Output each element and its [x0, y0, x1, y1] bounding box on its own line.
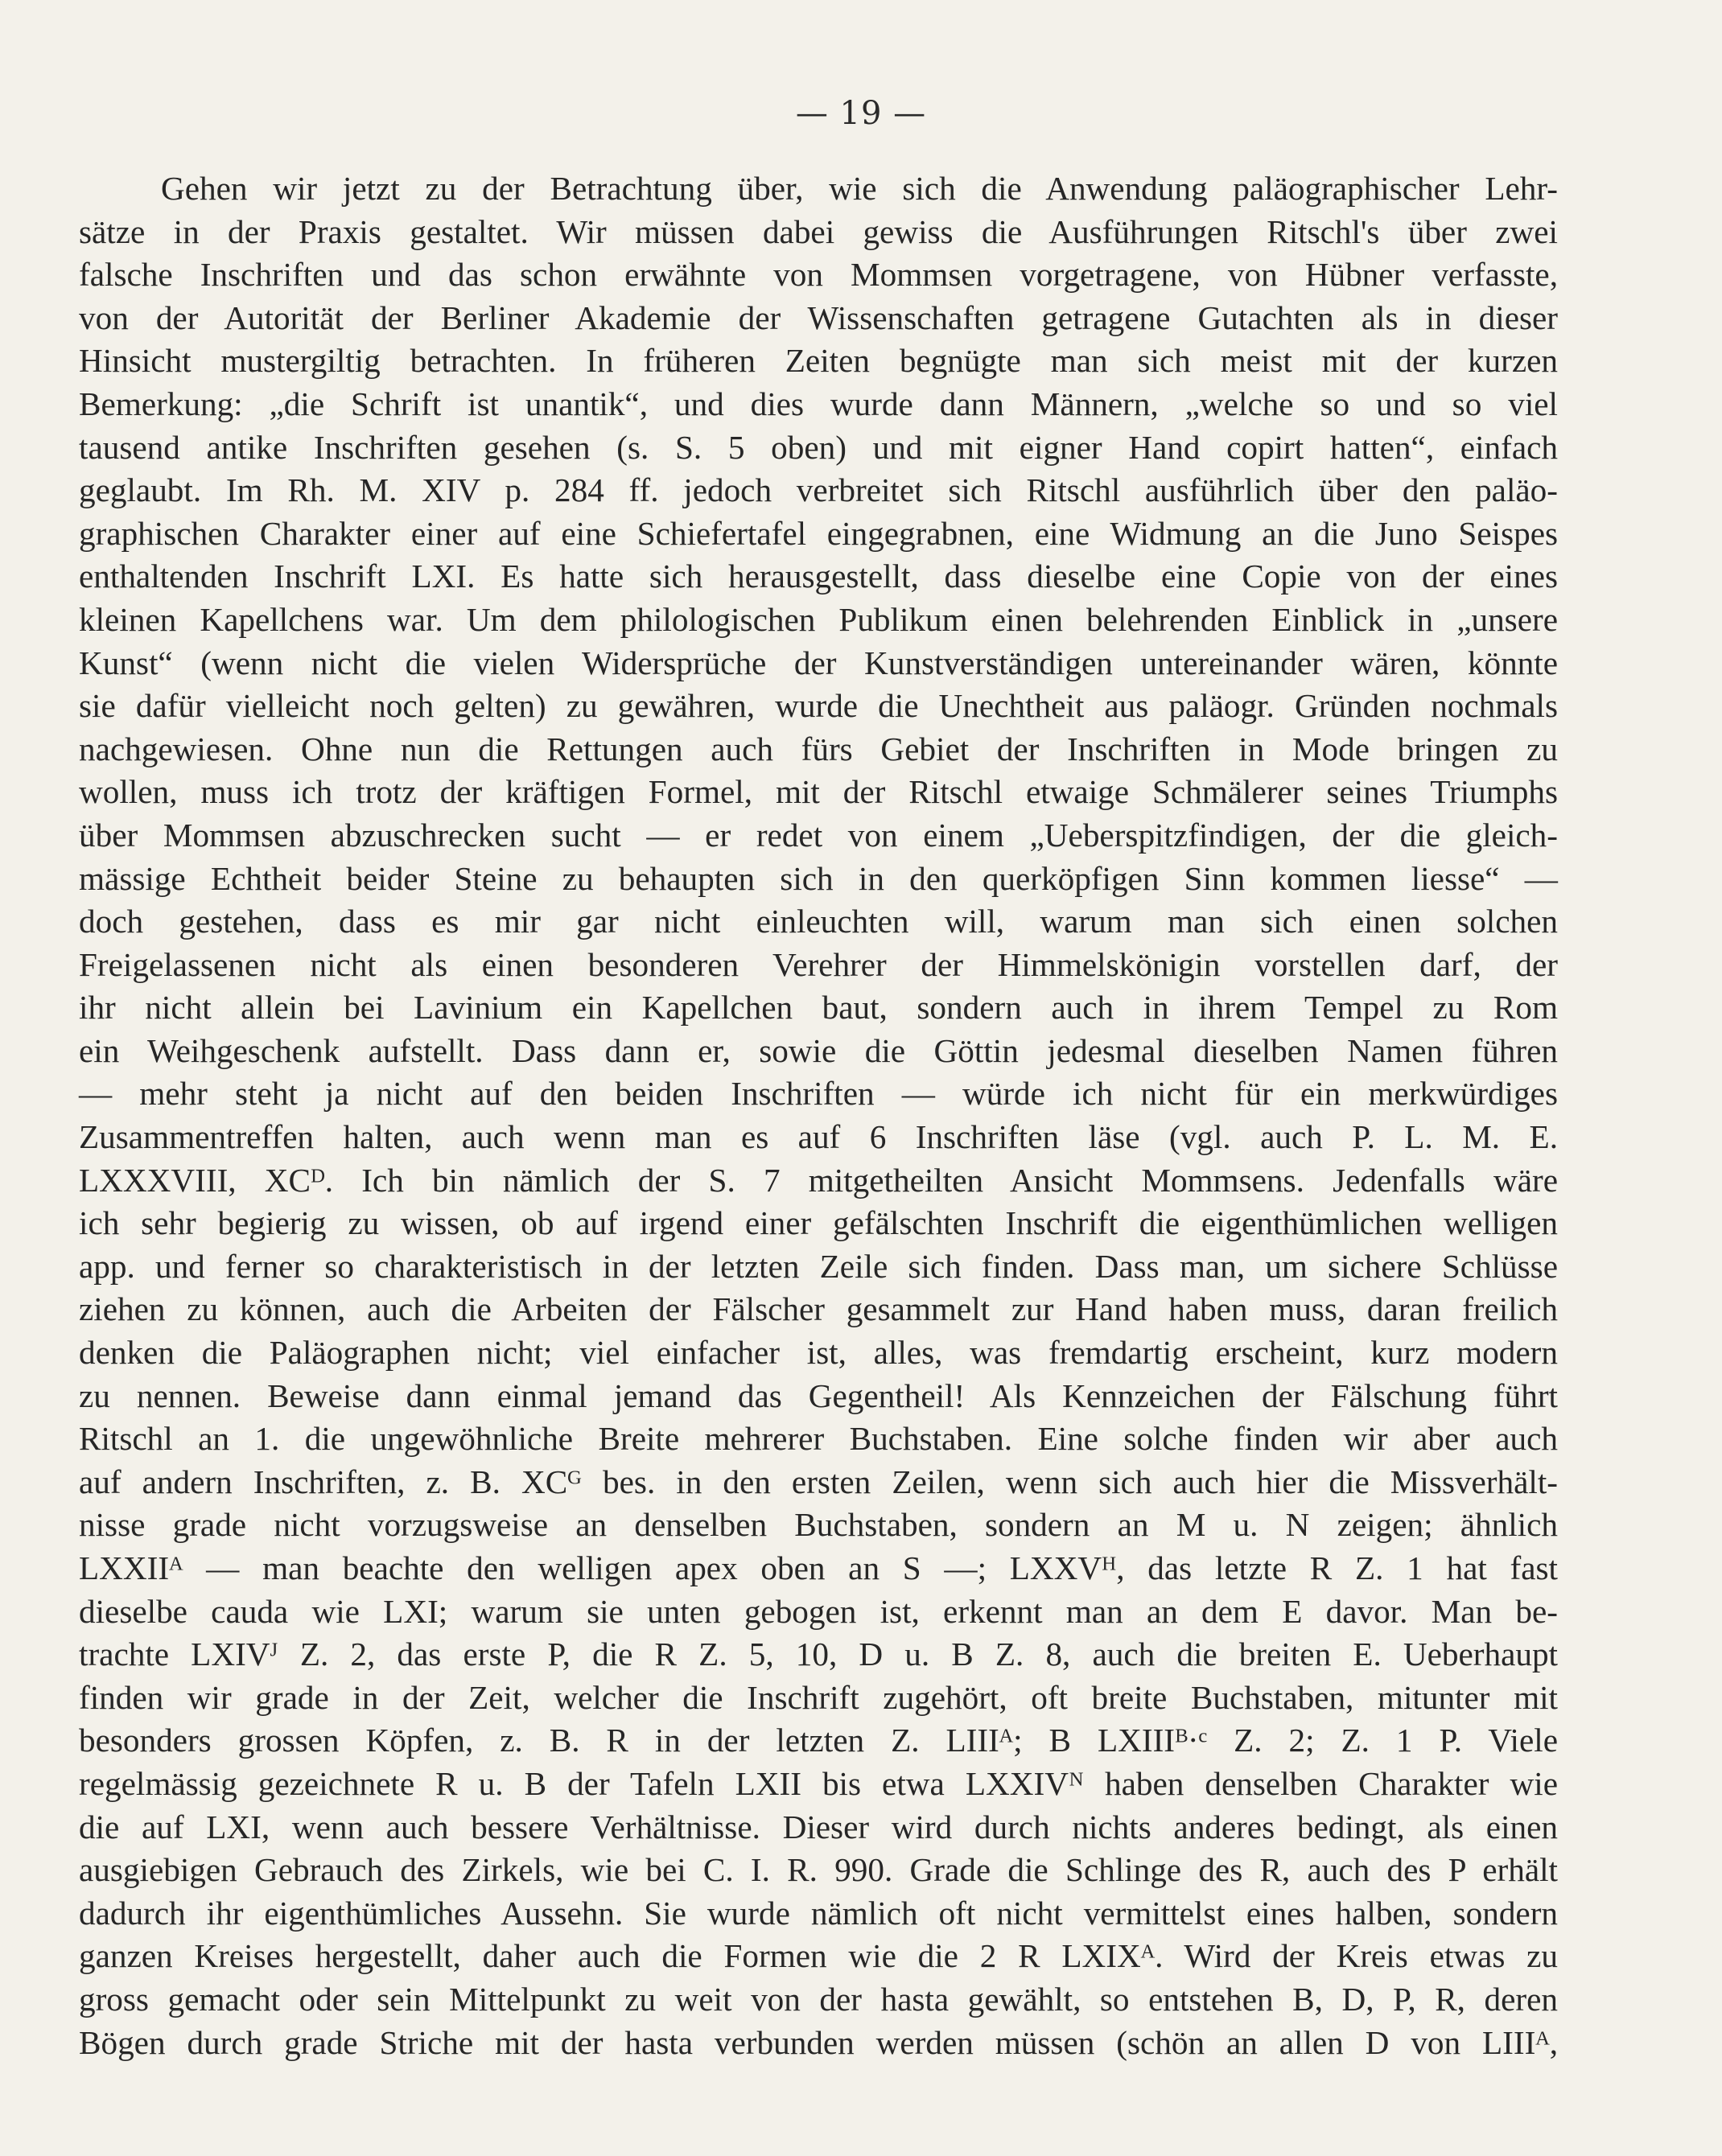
text-line: die auf LXI, wenn auch bessere Verhältnisse. Dieser wird durch nichts anderes bedingt, als einen — [79, 1808, 1558, 1845]
text-line: dieselbe cauda wie LXI; warum sie unten gebogen ist, erkennt man an dem E davor. Man be- — [79, 1592, 1558, 1630]
text-line: wollen, muss ich trotz der kräftigen Formel, mit der Ritschl etwaige Schmälerer seines Triumphs — [79, 773, 1558, 811]
text-line: ihr nicht allein bei Lavinium ein Kapellchen baut, sondern auch in ihrem Tempel zu Rom — [79, 989, 1558, 1027]
text-line: ziehen zu können, auch die Arbeiten der Fälscher gesammelt zur Hand haben muss, daran freilich — [79, 1290, 1558, 1328]
text-line: nachgewiesen. Ohne nun die Rettungen auch fürs Gebiet der Inschriften in Mode bringen zu — [79, 730, 1558, 767]
text-line: ausgiebigen Gebrauch des Zirkels, wie bei C. I. R. 990. Grade die Schlinge des R, auch des P erhält — [79, 1851, 1558, 1889]
text-line: finden wir grade in der Zeit, welcher die Inschrift zugehört, oft breite Buchstaben, mitunter mit — [79, 1678, 1558, 1716]
text-line: falsche Inschriften und das schon erwähnte von Mommsen vorgetragene, von Hübner verfasste, — [79, 256, 1558, 294]
text-line: besonders grossen Köpfen, z. B. R in der letzten Z. LIIIᴬ; B LXIIIᴮ·ᶜ Z. 2; Z. 1 P. Viele — [79, 1722, 1558, 1759]
text-line: Bemerkung: „die Schrift ist unantik“, und dies wurde dann Männern, „welche so und so viel — [79, 385, 1558, 422]
text-line: Zusammentreffen halten, auch wenn man es auf 6 Inschriften läse (vgl. auch P. L. M. E. — [79, 1118, 1558, 1156]
text-line: denken die Paläographen nicht; viel einfacher ist, alles, was fremdartig erscheint, kurz modern — [79, 1334, 1558, 1372]
text-line: Ritschl an 1. die ungewöhnliche Breite mehrerer Buchstaben. Eine solche finden wir aber auch — [79, 1420, 1558, 1458]
page-number: — 19 — — [795, 95, 927, 132]
text-line: zu nennen. Beweise dann einmal jemand das Gegentheil! Als Kennzeichen der Fälschung führt — [79, 1376, 1558, 1414]
text-line: tausend antike Inschriften gesehen (s. S. 5 oben) und mit eigner Hand copirt hatten“, einfach — [79, 428, 1558, 466]
text-line: enthaltenden Inschrift LXI. Es hatte sich herausgestellt, dass dieselbe eine Copie von der eines — [79, 558, 1558, 595]
text-line: über Mommsen abzuschrecken sucht — er redet von einem „Ueberspitzfindigen, der die gleich- — [79, 816, 1558, 854]
text-line: Kunst“ (wenn nicht die vielen Widersprüche der Kunstverständigen untereinander wären, könnte — [79, 644, 1558, 681]
text-line: LXXXVIII, XCᴰ. Ich bin nämlich der S. 7 mitgetheilten Ansicht Mommsens. Jedenfalls wäre — [79, 1161, 1558, 1199]
text-line: doch gestehen, dass es mir gar nicht einleuchten will, warum man sich einen solchen — [79, 903, 1558, 940]
body-text — [79, 167, 1558, 2064]
text-line: Gehen wir jetzt zu der Betrachtung über, wie sich die Anwendung paläographischer Lehr- — [161, 170, 1558, 207]
text-line: sätze in der Praxis gestaltet. Wir müssen dabei gewiss die Ausführungen Ritschl's über zwei — [79, 212, 1558, 250]
text-line: Bögen durch grade Striche mit der hasta verbunden werden müssen (schön an allen D von LIIIᴬ, — [79, 2023, 1558, 2061]
text-line: ich sehr begierig zu wissen, ob auf irgend einer gefälschten Inschrift die eigenthümlichen welligen — [79, 1204, 1558, 1242]
text-line: Hinsicht mustergiltig betrachten. In früheren Zeiten begnügte man sich meist mit der kurzen — [79, 342, 1558, 380]
text-line: Freigelassenen nicht als einen besonderen Verehrer der Himmelskönigin vorstellen darf, der — [79, 945, 1558, 983]
text-line: auf andern Inschriften, z. B. XCᴳ bes. in den ersten Zeilen, wenn sich auch hier die Missverhält- — [79, 1463, 1558, 1500]
text-line: ganzen Kreises hergestellt, daher auch die Formen wie die 2 R LXIXᴬ. Wird der Kreis etwas zu — [79, 1937, 1558, 1975]
text-line: regelmässig gezeichnete R u. B der Tafeln LXII bis etwa LXXIVᴺ haben denselben Charakter wie — [79, 1764, 1558, 1802]
text-line: sie dafür vielleicht noch gelten) zu gewähren, wurde die Unechtheit aus paläogr. Gründen nochmals — [79, 687, 1558, 725]
text-line: ein Weihgeschenk aufstellt. Dass dann er, sowie die Göttin jedesmal dieselben Namen führen — [79, 1031, 1558, 1069]
text-line: — mehr steht ja nicht auf den beiden Inschriften — würde ich nicht für ein merkwürdiges — [79, 1075, 1558, 1113]
text-line: mässige Echtheit beider Steine zu behaupten sich in den querköpfigen Sinn kommen liesse“ — — [79, 859, 1558, 897]
text-line: gross gemacht oder sein Mittelpunkt zu weit von der hasta gewählt, so entstehen B, D, P, R, deren — [79, 1980, 1558, 2018]
text-line: dadurch ihr eigenthümliches Aussehn. Sie wurde nämlich oft nicht vermittelst eines halben, sondern — [79, 1894, 1558, 1932]
text-line: trachte LXIVᴶ Z. 2, das erste P, die R Z. 5, 10, D u. B Z. 8, auch die breiten E. Ueberhaupt — [79, 1636, 1558, 1673]
text-line: von der Autorität der Berliner Akademie der Wissenschaften getragene Gutachten als in dieser — [79, 298, 1558, 336]
text-line: kleinen Kapellchens war. Um dem philologischen Publikum einen belehrenden Einblick in „unsere — [79, 600, 1558, 638]
text-line: graphischen Charakter einer auf eine Schiefertafel eingegrabnen, eine Widmung an die Juno Seispes — [79, 514, 1558, 552]
text-line: app. und ferner so charakteristisch in der letzten Zeile sich finden. Dass man, um sichere Schlüsse — [79, 1247, 1558, 1285]
text-line: nisse grade nicht vorzugsweise an denselben Buchstaben, sondern an M u. N zeigen; ähnlich — [79, 1506, 1558, 1544]
text-line: geglaubt. Im Rh. M. XIV p. 284 ff. jedoch verbreitet sich Ritschl ausführlich über den paläo- — [79, 471, 1558, 509]
text-line: LXXIIᴬ — man beachte den welligen apex oben an S —; LXXVᴴ, das letzte R Z. 1 hat fast — [79, 1549, 1558, 1586]
